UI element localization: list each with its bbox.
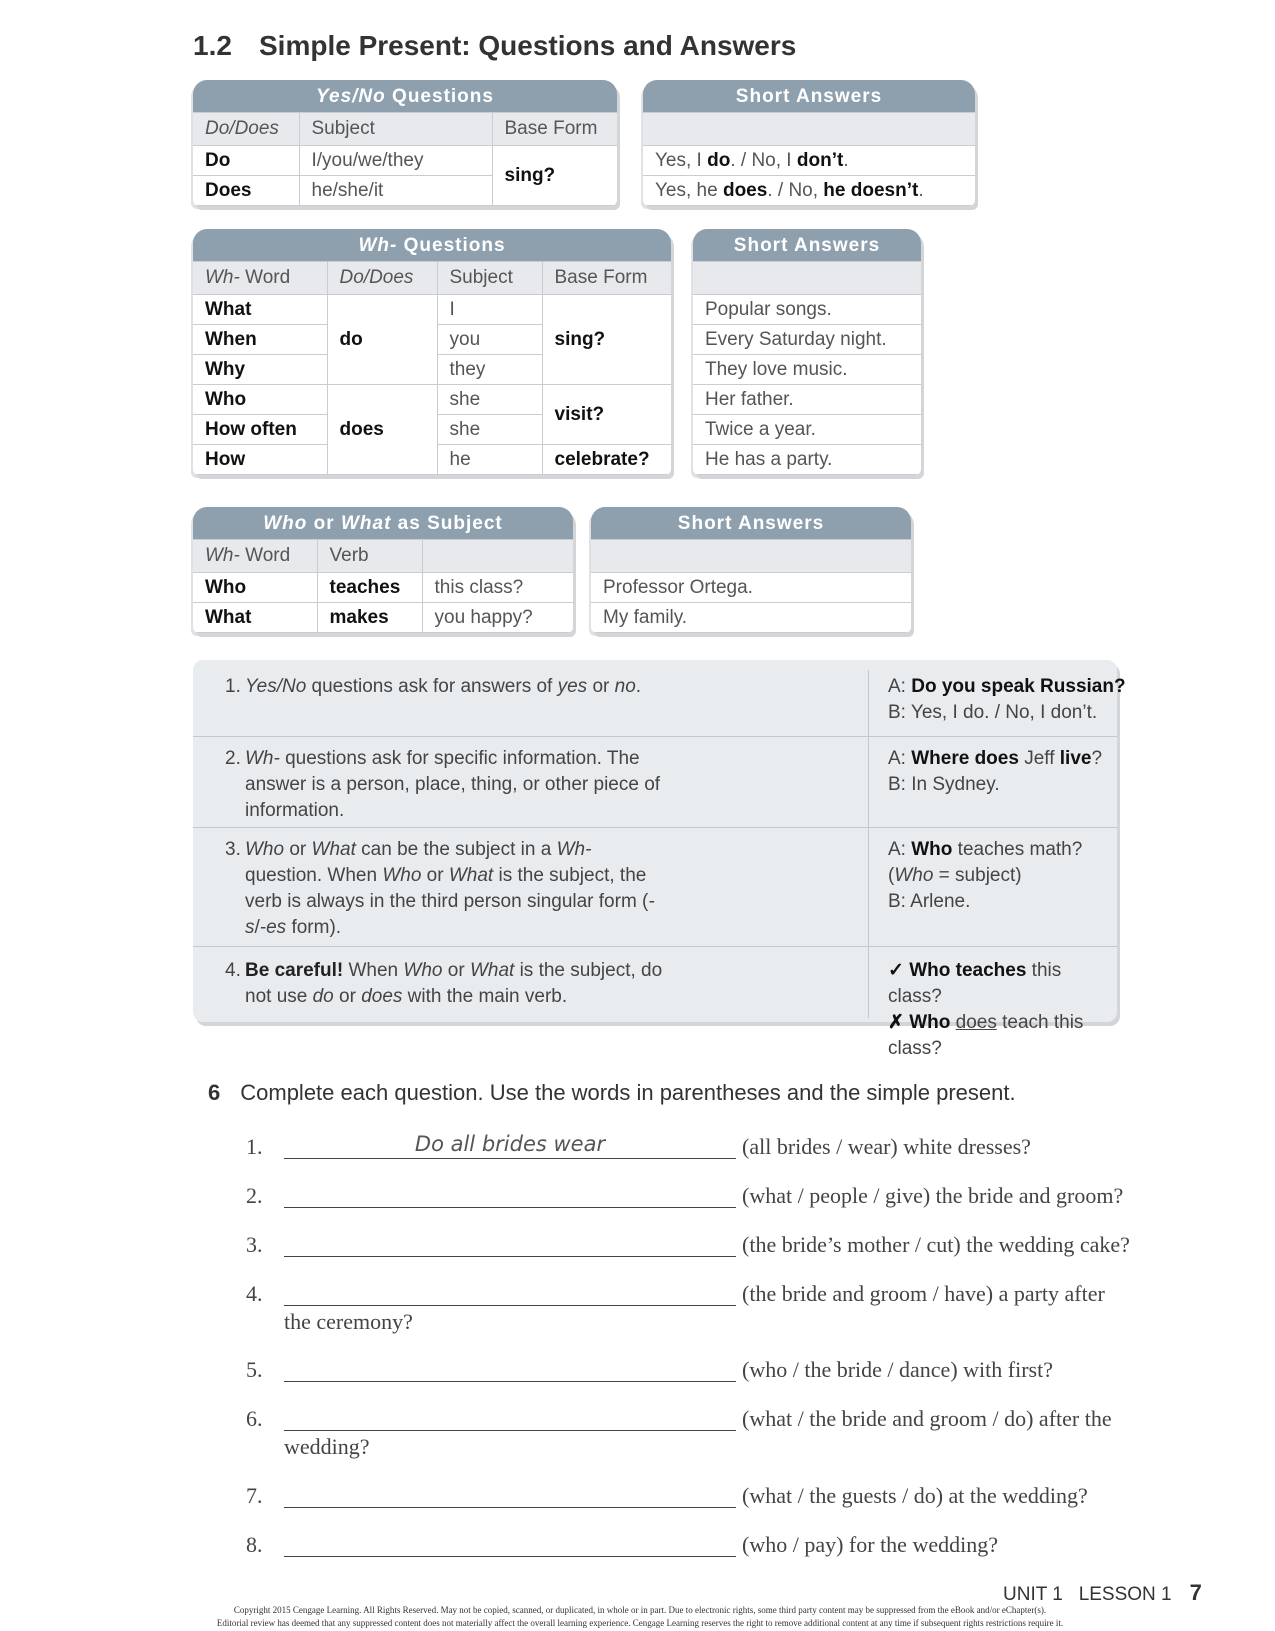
cell: Her father. (693, 385, 921, 415)
page-number: 7 (1189, 1580, 1202, 1605)
short-answers-header: Short Answers (643, 80, 975, 112)
cell (643, 113, 975, 146)
wh-short-answers (693, 229, 921, 475)
exercise-number: 6 (208, 1080, 221, 1105)
cell: How often (193, 415, 327, 445)
cell: makes (317, 603, 422, 633)
cell: visit? (542, 385, 671, 445)
short-answers-header: Short Answers (693, 229, 921, 261)
cell: When (193, 325, 327, 355)
note-row (193, 736, 1117, 828)
cell: you (437, 325, 542, 355)
col-subject: Subject (437, 262, 542, 295)
cell: How (193, 445, 327, 475)
subject-short-answers (591, 507, 911, 633)
cell: she (437, 415, 542, 445)
cell: teaches (317, 573, 422, 603)
answer-blank[interactable] (284, 1207, 736, 1208)
cell: he/she/it (299, 176, 492, 206)
answer-blank[interactable] (284, 1556, 736, 1557)
cell: they (437, 355, 542, 385)
cell: Professor Ortega. (591, 573, 911, 603)
answer-text: Do all brides wear (414, 1132, 606, 1156)
answer-blank[interactable] (284, 1507, 736, 1508)
note-row (193, 660, 1126, 737)
col-verb: Verb (317, 540, 422, 573)
cell: this class? (422, 573, 573, 603)
col-do-does: Do/Does (327, 262, 437, 295)
answer-blank[interactable] (284, 1256, 736, 1257)
yes-no-header: Yes/No Questions (193, 80, 617, 112)
copyright-notice: Copyright 2015 Cengage Learning. All Rights Reserved. May not be copied, scanned, or duplicated, in whole or in part. Due to electronic rights, some third party content may be suppressed from the eBook and/or eChapter(s). Editorial review has deemed that any suppressed content does not materially affect the overall learning experience. Cengage Learning reserves the right to remove additional content at any time if subsequent rights restrictions require it. (216, 1605, 1064, 1628)
cell: sing? (492, 146, 617, 206)
cell (422, 540, 573, 573)
cell: Twice a year. (693, 415, 921, 445)
who-what-subject-chart (193, 507, 573, 633)
note-row (193, 946, 1117, 1059)
grammar-notes (193, 660, 1126, 1059)
cell: Who (193, 385, 327, 415)
cell: They love music. (693, 355, 921, 385)
cell: you happy? (422, 603, 573, 633)
cell: Who (193, 573, 317, 603)
wh-header: Wh- Questions (193, 229, 671, 261)
col-base-form: Base Form (492, 113, 617, 146)
exercise-heading (208, 1080, 1016, 1106)
note-example: A: Do you speak Russian? B: Yes, I do. / No, I don’t. (888, 676, 1126, 723)
answer-blank[interactable] (284, 1158, 736, 1159)
note-text: 3. Who or What can be the subject in a Wh- question. When Who or What is the subject, the verb is always in the third person singular form (-s/-es form). (225, 839, 655, 938)
col-wh-word: Wh- Word (193, 540, 317, 573)
subject-header: Who or What as Subject (193, 507, 573, 539)
cell: My family. (591, 603, 911, 633)
cell: I (437, 295, 542, 325)
note-text: 2. Wh- questions ask for specific information. The answer is a person, place, thing, or other piece of information. (225, 748, 661, 821)
short-answers-header: Short Answers (591, 507, 911, 539)
col-subject: Subject (299, 113, 492, 146)
page-title (193, 30, 796, 62)
cell: Do (193, 146, 299, 176)
note-text: 1. Yes/No questions ask for answers of yes or no. (225, 676, 642, 697)
col-wh-word: Wh- Word (193, 262, 327, 295)
col-do-does: Do/Does (193, 113, 299, 146)
yes-no-questions-chart (193, 80, 617, 206)
cell: What (193, 295, 327, 325)
wh-questions-chart (193, 229, 671, 475)
section-number: 1.2 (193, 30, 232, 61)
note-example: ✓ Who teaches this class? ✗ Who does teach this class? (888, 960, 1084, 1059)
cell: Does (193, 176, 299, 206)
cell: celebrate? (542, 445, 671, 475)
cell: Every Saturday night. (693, 325, 921, 355)
yes-no-short-answers (643, 80, 975, 206)
cell: she (437, 385, 542, 415)
cell: I/you/we/they (299, 146, 492, 176)
cell: sing? (542, 295, 671, 385)
exercise-instruction: Complete each question. Use the words in parentheses and the simple present. (240, 1080, 1016, 1105)
cell: Popular songs. (693, 295, 921, 325)
answer-blank[interactable] (284, 1305, 736, 1306)
col-base-form: Base Form (542, 262, 671, 295)
answer-blank[interactable] (284, 1430, 736, 1431)
note-row (193, 827, 1117, 947)
page-footer (1003, 1580, 1202, 1606)
note-example: A: Where does Jeff live? B: In Sydney. (888, 748, 1103, 795)
cell: Why (193, 355, 327, 385)
cell: does (327, 385, 437, 475)
cell: What (193, 603, 317, 633)
lesson-label: LESSON 1 (1078, 1584, 1172, 1605)
unit-label: UNIT 1 (1003, 1584, 1063, 1605)
cell: he (437, 445, 542, 475)
short-answer-row: Yes, I do. / No, I don’t. (643, 146, 975, 176)
section-title: Simple Present: Questions and Answers (259, 30, 797, 61)
note-text: 4. Be careful! When Who or What is the subject, do not use do or does with the main verb. (225, 960, 663, 1007)
short-answer-row: Yes, he does. / No, he doesn’t. (643, 176, 975, 206)
cell: do (327, 295, 437, 385)
answer-blank[interactable] (284, 1381, 736, 1382)
cell (693, 262, 921, 295)
cell: He has a party. (693, 445, 921, 475)
note-example: A: Who teaches math? (Who = subject) B: Arlene. (888, 839, 1083, 912)
cell (591, 540, 911, 573)
